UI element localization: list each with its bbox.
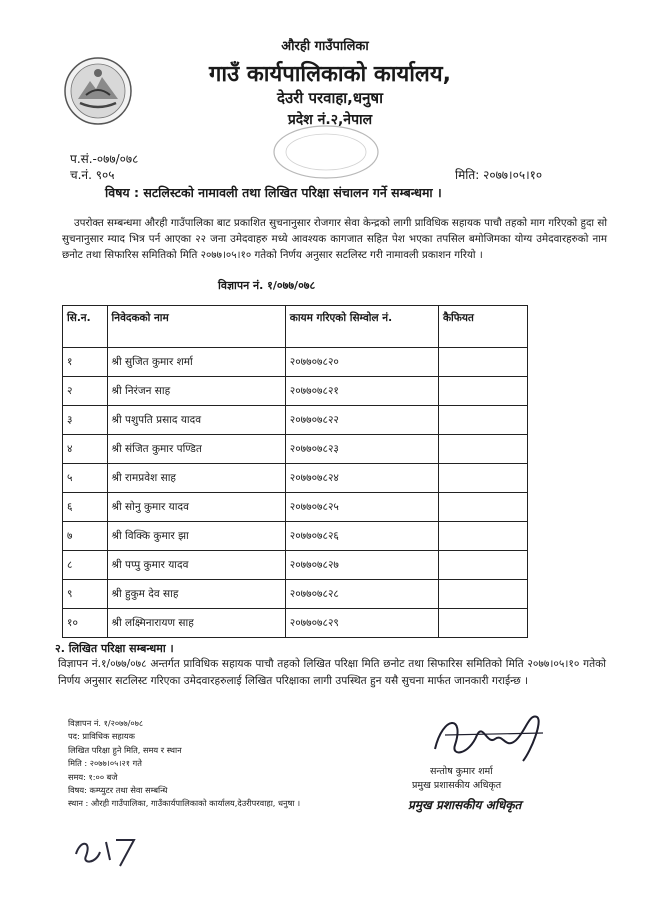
symbol-cell: २०७७०७८२२: [285, 406, 438, 435]
notice-date: मिति: २०७७।०५।१०: [455, 168, 543, 182]
designation-seal: प्रमुख प्रशासकीय अधिकृत: [408, 798, 522, 812]
remarks-cell: [438, 551, 527, 580]
table-row: [63, 435, 528, 464]
remarks-cell: [438, 493, 527, 522]
name-cell: श्री पप्पु कुमार यादव: [107, 551, 285, 580]
name-cell: श्री हुकुम देव साह: [107, 580, 285, 609]
name-cell: श्री लक्ष्मिनारायण साह: [107, 609, 285, 638]
detail-line: मिति : २०७७।०५।२१ गते: [68, 758, 142, 769]
detail-line: स्थान : औरही गाउँपालिका, गाउँकार्यपालिकाको कार्यालय,देउरीपरवाहा, धनुषा ।: [68, 798, 301, 809]
table-row: [63, 377, 528, 406]
subject-line: विषय : सटलिस्टको नामावली तथा लिखित परिक्षा संचालन गर्ने सम्बन्धमा ।: [105, 185, 442, 200]
remarks-cell: [438, 348, 527, 377]
detail-line: पद: प्राविधिक सहायक: [68, 731, 135, 742]
office-address: देउरी परवाहा,धनुषा: [277, 89, 383, 107]
handwritten-initials-icon: [70, 830, 142, 870]
advertisement-number: विज्ञापन नं. १/०७७/०७८: [218, 279, 316, 292]
serial-cell: ५: [63, 464, 108, 493]
detail-line: समय: १:०० बजे: [68, 771, 118, 782]
nepal-emblem-icon: [62, 55, 134, 127]
exam-paragraph: विज्ञापन नं.१/०७७/०७८ अन्तर्गत प्राविधिक सहायक पाचौ तहको लिखित परिक्षा मिति छनोट तथा सिफारिस समितिको मिति २०७७।०५।१० गतेको निर्णय अनुसार सटलिस्ट गरिएका उमेदवारहरुलाई लिखित परिक्षाका लागी उपस्थित हुन यसै सुचना मार्फत जानकारी गराईन्छ ।: [58, 658, 606, 687]
symbol-cell: २०७७०७८२१: [285, 377, 438, 406]
symbol-cell: २०७७०७८२८: [285, 580, 438, 609]
table-row: [63, 522, 528, 551]
shortlist-table: [62, 305, 528, 638]
col-header-serial: सि.न.: [63, 306, 108, 348]
remarks-cell: [438, 464, 527, 493]
serial-cell: ३: [63, 406, 108, 435]
serial-cell: १०: [63, 609, 108, 638]
col-header-remarks: कैफियत: [438, 306, 527, 348]
col-header-name: निवेदकको नाम: [107, 306, 285, 348]
symbol-cell: २०७७०७८२९: [285, 609, 438, 638]
reference-number: प.सं.-०७७/०७८: [70, 152, 139, 166]
intro-paragraph: उपरोक्त सम्बन्धमा औरही गाउँपालिका बाट प्रकाशित सुचनानुसार रोजगार सेवा केन्द्रको लागी प्राविधिक सहायक पाचौ तहको माग गरिएको हुदा सो सुचनानुसार म्याद भित्र पर्न आएका २२ जना उमेदवाहरु मध्ये आवश्यक कागजात सहित पेश भएका तपसिल बमोजिमका योग्य उमेदवारहरुको नाम छनोट तथा सिफारिस समितिको मिति २०७७।०५।१० गतेको निर्णय अनुसार सटलिस्ट गरी नामावली प्रकाशन गरियो ।: [62, 217, 607, 262]
symbol-cell: २०७७०७८२७: [285, 551, 438, 580]
detail-line: विज्ञापन नं. १/२०७७/०७८: [68, 718, 144, 728]
section-heading: २. लिखित परिक्षा सम्बन्धमा ।: [55, 642, 174, 655]
exam-details: [68, 717, 300, 811]
table-row: [63, 609, 528, 638]
remarks-cell: [438, 522, 527, 551]
name-cell: श्री सुजित कुमार शर्मा: [107, 348, 285, 377]
table-row: [63, 493, 528, 522]
name-cell: श्री सोनु कुमार यादव: [107, 493, 285, 522]
office-stamp-icon: [262, 118, 380, 180]
name-cell: श्री संजित कुमार पण्डित: [107, 435, 285, 464]
table-row: [63, 406, 528, 435]
table-row: [63, 580, 528, 609]
office-title: गाउँ कार्यपालिकाको कार्यालय,: [209, 62, 451, 87]
detail-line: लिखित परिक्षा हुने मिति, समय र स्थान: [68, 744, 182, 755]
dispatch-number: च.नं. ९०५: [70, 168, 115, 182]
remarks-cell: [438, 435, 527, 464]
municipality-name: औरही गाउँपालिका: [281, 39, 369, 54]
table-header-row: [63, 306, 528, 348]
symbol-cell: २०७७०७८२०: [285, 348, 438, 377]
symbol-cell: २०७७०७८२४: [285, 464, 438, 493]
remarks-cell: [438, 609, 527, 638]
handwritten-signature-icon: [425, 705, 555, 767]
serial-cell: ७: [63, 522, 108, 551]
name-cell: श्री निरंजन साह: [107, 377, 285, 406]
signatory-title: प्रमुख प्रशासकीय अधिकृत: [412, 780, 502, 791]
serial-cell: २: [63, 377, 108, 406]
name-cell: श्री रामप्रवेश साह: [107, 464, 285, 493]
province: प्रदेश नं.२,नेपाल: [287, 112, 373, 128]
detail-line: विषय: कम्प्युटर तथा सेवा सम्बन्धि: [68, 785, 168, 796]
remarks-cell: [438, 377, 527, 406]
col-header-symbol: कायम गरिएको सिम्वोल नं.: [285, 306, 438, 348]
name-cell: श्री विक्कि कुमार झा: [107, 522, 285, 551]
serial-cell: ९: [63, 580, 108, 609]
table-row: [63, 348, 528, 377]
serial-cell: ६: [63, 493, 108, 522]
table-row: [63, 551, 528, 580]
table-row: [63, 464, 528, 493]
remarks-cell: [438, 406, 527, 435]
name-cell: श्री पशुपति प्रसाद यादव: [107, 406, 285, 435]
signatory-name: सन्तोष कुमार शर्मा: [430, 766, 493, 777]
symbol-cell: २०७७०७८२३: [285, 435, 438, 464]
serial-cell: ४: [63, 435, 108, 464]
symbol-cell: २०७७०७८२५: [285, 493, 438, 522]
serial-cell: ८: [63, 551, 108, 580]
remarks-cell: [438, 580, 527, 609]
symbol-cell: २०७७०७८२६: [285, 522, 438, 551]
serial-cell: १: [63, 348, 108, 377]
